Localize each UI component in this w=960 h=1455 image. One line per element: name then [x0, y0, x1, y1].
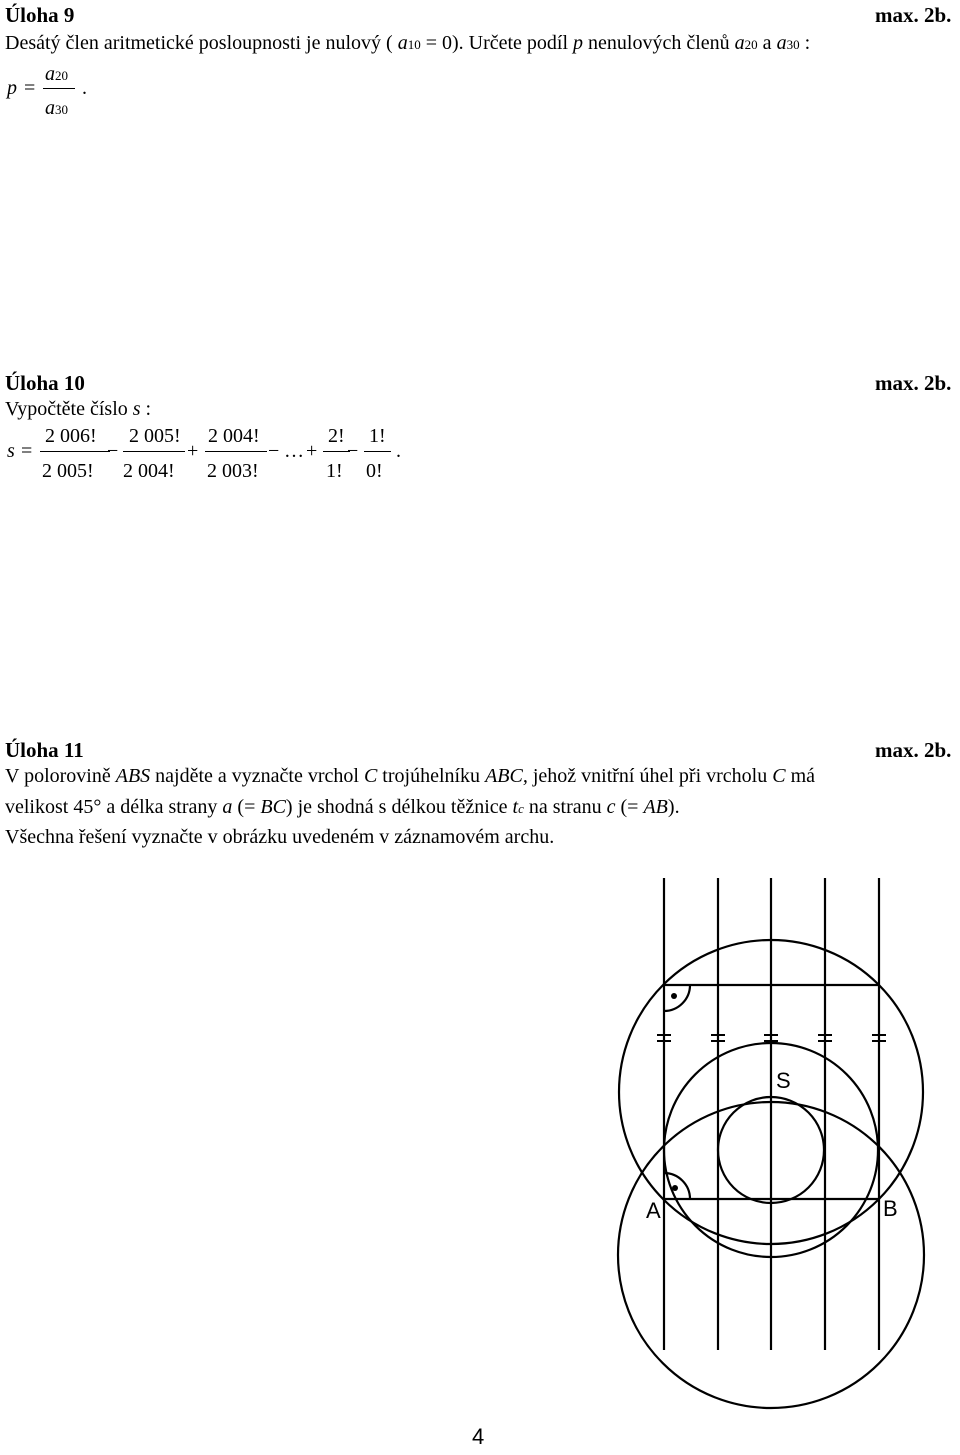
right-angle-dot — [672, 1185, 678, 1191]
point-A-label: A — [646, 1198, 661, 1223]
term4-numerator: 2! — [328, 425, 345, 447]
term3-numerator: 2 004! — [208, 425, 260, 447]
term2-numerator: 2 005! — [129, 425, 181, 447]
term5-denominator: 0! — [366, 460, 383, 482]
task10-points: max. 2b. — [875, 371, 952, 395]
task9-points: max. 2b. — [875, 3, 952, 27]
right-angle-dot — [671, 993, 677, 999]
term1-denominator: 2 005! — [42, 460, 94, 482]
right-angle-arc-top — [664, 985, 690, 1011]
term2-denominator: 2 004! — [123, 460, 175, 482]
task9-title: Úloha 9 — [5, 3, 75, 27]
task11-title: Úloha 11 — [5, 738, 84, 762]
term4-denominator: 1! — [326, 460, 343, 482]
task11-points: max. 2b. — [875, 738, 952, 762]
task11-line-3: Všechna řešení vyznačte v obrázku uvedeném v záznamovém archu. — [5, 826, 555, 848]
task10-sentence: Vypočtěte číslo s : — [5, 398, 152, 420]
term5-numerator: 1! — [369, 425, 386, 447]
term1-numerator: 2 006! — [45, 425, 97, 447]
task11-line-2: velikost 45° a délka strany a (= BC) je shodná s délkou těžnice tc na stranu c (= AB). — [5, 796, 680, 818]
point-B-label: B — [883, 1196, 898, 1221]
page-number: 4 — [472, 1424, 485, 1449]
task9-sentence: Desátý člen aritmetické posloupnosti je nulový ( a10 = 0). Určete podíl p nenulových členů a20 a a30 : — [5, 32, 811, 54]
task10-title: Úloha 10 — [5, 371, 85, 395]
term3-denominator: 2 003! — [207, 460, 259, 482]
task11-line-1: V polorovině ABS najděte a vyznačte vrchol C trojúhelníku ABC, jehož vnitřní úhel při vrcholu C má — [5, 765, 816, 787]
point-S-label: S — [776, 1068, 791, 1093]
